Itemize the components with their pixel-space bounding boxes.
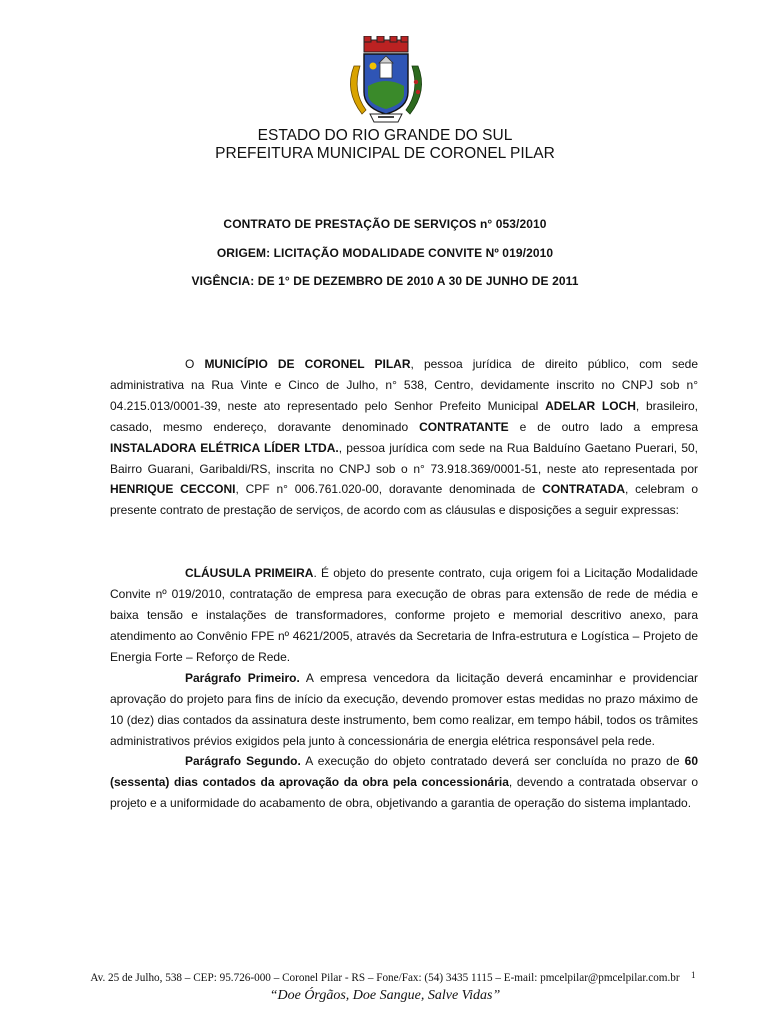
intro-text: , pessoa jurídica de direito público, com sede administrativa na Rua Vinte e Cinco de Julho, n° 538, Centro, devidamente inscrito no CNPJ sob n° 04.215.013/0001-39, neste ato representado pelo Senhor Prefeito Municipal xyxy=(110,357,698,413)
paragraph-heading: Parágrafo Primeiro. xyxy=(185,670,300,685)
paragraph-first xyxy=(110,668,698,752)
paragraph-heading: Parágrafo Segundo. xyxy=(185,754,301,769)
validity-line: VIGÊNCIA: DE 1° DE DEZEMBRO DE 2010 A 30 DE JUNHO DE 2011 xyxy=(191,274,579,288)
contract-body xyxy=(110,354,698,814)
intro-bold: INSTALADORA ELÉTRICA LÍDER LTDA. xyxy=(110,440,339,455)
intro-text: , celebram o presente contrato de prestação de serviços, de acordo com as cláusulas e disposições a seguir expressas: xyxy=(110,482,699,518)
footer-address: Av. 25 de Julho, 538 – CEP: 95.726-000 – Coronel Pilar - RS – Fone/Fax: (54) 3435 1115 – E-mail: pmcelpilar@pmcelpilar.com.br xyxy=(90,972,680,984)
intro-text: O xyxy=(185,357,205,371)
paragraph-text: A execução do objeto contratado deverá ser concluída no prazo de xyxy=(300,754,685,769)
clause-first xyxy=(110,563,698,668)
intro-text: , CPF n° 006.761.020-00, doravante denominada de xyxy=(235,482,543,497)
intro-text: e de outro lado a empresa xyxy=(508,419,698,434)
intro-bold: HENRIQUE CECCONI xyxy=(110,482,236,497)
intro-text: , pessoa jurídica com sede na Rua Balduíno Gaetano Puerari, 50, Bairro Guarani, Garibaldi/RS, inscrita no CNPJ sob o n° 73.918.369/0001-51, neste ato representada por xyxy=(110,440,699,476)
intro-bold: CONTRATANTE xyxy=(419,419,509,434)
intro-paragraph xyxy=(110,354,698,521)
intro-bold: MUNICÍPIO DE CORONEL PILAR xyxy=(204,357,411,371)
paragraph-text: A empresa vencedora da licitação deverá encaminhar e providenciar aprovação do projeto para fins de início da execução, devendo promover estas medidas no prazo máximo de 10 (dez) dias contados da assinatura deste instrumento, bem como realizar, em tempo hábil, todos os trâmites administrativos prévios exigidos pela junto à concessionária de energia elétrica responsável pela rede. xyxy=(110,670,699,748)
paragraph-text: , devendo a contratada observar o projeto e a uniformidade do acabamento de obra, objetivando a garantia de operação do sistema implantado. xyxy=(110,775,698,811)
origin-line: ORIGEM: LICITAÇÃO MODALIDADE CONVITE Nº 019/2010 xyxy=(216,246,554,260)
contract-title: CONTRATO DE PRESTAÇÃO DE SERVIÇOS n° 053/2010 xyxy=(223,217,547,231)
intro-bold: CONTRATADA xyxy=(542,482,626,497)
page-number: 1 xyxy=(691,970,696,980)
intro-text: , brasileiro, casado, mesmo endereço, doravante denominado xyxy=(110,398,698,434)
paragraph-second xyxy=(110,751,698,814)
footer-motto: “Doe Órgãos, Doe Sangue, Salve Vidas” xyxy=(269,988,501,1003)
intro-bold: ADELAR LOCH xyxy=(545,398,636,413)
state-name: ESTADO DO RIO GRANDE DO SUL xyxy=(257,127,513,144)
municipal-coat-of-arms-icon xyxy=(340,36,432,126)
paragraph-bold: 60 (sessenta) dias contados da aprovação da obra pela concessionária xyxy=(110,754,698,790)
clause-text: . É objeto do presente contrato, cuja origem foi a Licitação Modalidade Convite nº 019/2010, contratação de empresa para execução de obras para extensão de rede de média e baixa tensão e instalações de transformadores, conforme projeto e memorial descritivo anexo, para atendimento ao Convênio FPE nº 4621/2005, através da Secretaria de Infra-estrutura e Logística – Projeto de Energia Forte – Reforço de Rede. xyxy=(110,566,698,664)
clause-heading: CLÁUSULA PRIMEIRA xyxy=(185,566,314,581)
municipality-name: PREFEITURA MUNICIPAL DE CORONEL PILAR xyxy=(215,145,555,162)
